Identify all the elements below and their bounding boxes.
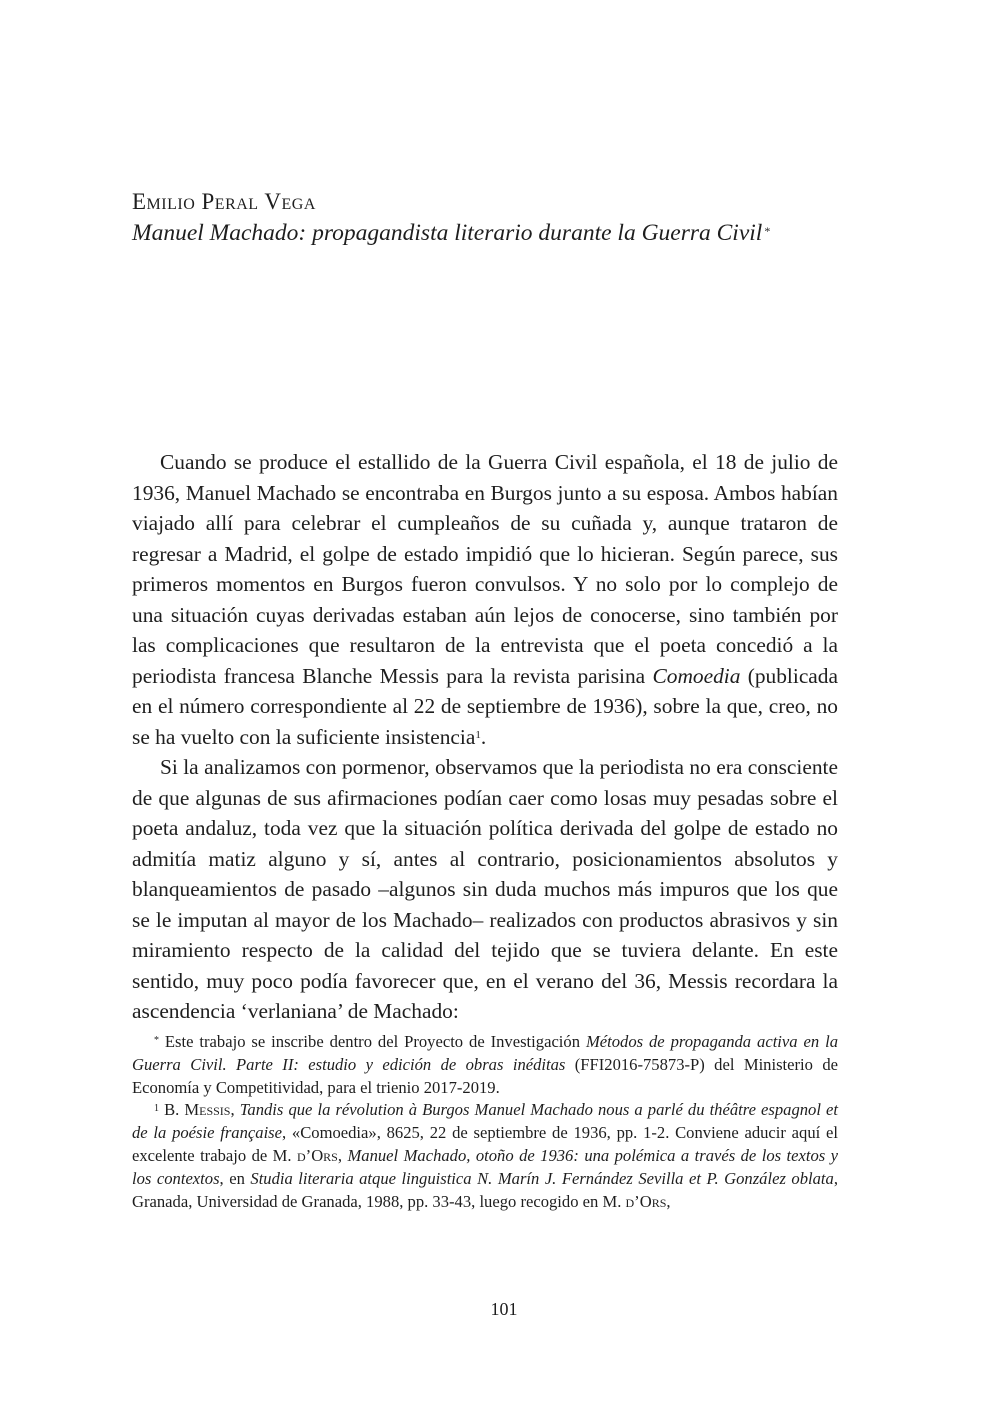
title-footnote-marker: * xyxy=(764,224,771,238)
footnote-1-italic-1: Tandis que la révolution à Burgos Manuel Machado nous a parlé du théâtre espagnol et de la poésie française xyxy=(132,1100,839,1143)
footnote-1-author-3: M. d’Ors xyxy=(602,1191,667,1211)
article-title xyxy=(132,217,872,249)
footnote-1-text-f: , xyxy=(666,1191,671,1211)
body-text xyxy=(132,447,838,1027)
paragraph-1-text-a: Cuando se produce el estallido de la Guerra Civil española, el 18 de julio de 1936, Manuel Machado se encontraba en Burgos junto a su esposa. Ambos habían viajado allí para celebrar el cumpleaños de su cuñada y, aunque trataron de regresar a Madrid, el golpe de estado impidió que lo hicieran. Según parece, sus primeros momentos en Burgos fueron convulsos. Y no solo por lo complejo de una situación cuyas derivadas estaban aún lejos de conocerse, sino también por las complicaciones que resultaron de la entrevista que el poeta concedió a la periodista francesa Blanche Messis para la revista parisina xyxy=(132,450,838,688)
footnote-1-italic-2: Manuel Machado, otoño de 1936: una polémica a través de los textos y los contextos xyxy=(132,1145,839,1188)
title-text: Manuel Machado: propagandista literario durante la Guerra Civil xyxy=(132,220,763,246)
article-header xyxy=(132,186,872,249)
paragraph-1 xyxy=(132,447,838,752)
footnote-1-text-b: , «Comoedia», 8625, 22 de septiembre de 1936, pp. 1-2. Conviene aducir aquí el excelente trabajo de xyxy=(132,1123,838,1165)
footnote-star xyxy=(132,1031,838,1099)
footnote-1-marker: 1 xyxy=(154,1103,159,1115)
paragraph-1-text-b: (publicada en el número correspondiente al 22 de septiembre de 1936), sobre la que, creo, no se ha vuelto con la suficiente insistencia xyxy=(132,663,838,749)
paragraph-1-end: . xyxy=(480,724,487,749)
footnote-1-text-c: , xyxy=(337,1145,348,1165)
footnote-star-marker: * xyxy=(154,1035,159,1046)
author-name: Emilio Peral Vega xyxy=(132,189,316,214)
footnote-star-text-b: (FFI2016-75873-P) del Ministerio de Economía y Competitividad, para el trienio 2017-2019. xyxy=(132,1054,839,1097)
footnote-1 xyxy=(132,1099,838,1213)
footnotes xyxy=(132,1031,838,1213)
footnote-1-author-1: B. Messis xyxy=(159,1100,231,1120)
footnote-1-author-2: M. d’Ors xyxy=(272,1145,338,1165)
footnote-star-italic: Métodos de propaganda activa en la Guerra Civil. Parte II: estudio y edición de obras inéditas xyxy=(132,1032,838,1074)
footnote-1-text-e: , Granada, Universidad de Granada, 1988, pp. 33-43, luego recogido en xyxy=(132,1168,838,1211)
footnote-ref-1: 1 xyxy=(475,728,481,741)
footnote-1-text-d: , en xyxy=(219,1168,251,1188)
paragraph-1-italic: Comoedia xyxy=(652,663,741,688)
page-number: 101 xyxy=(490,1299,518,1319)
paragraph-2: Si la analizamos con pormenor, observamos que la periodista no era consciente de que algunas de sus afirmaciones podían caer como losas muy pesadas sobre el poeta andaluz, toda vez que la situación política derivada del golpe de estado no admitía matiz alguno y sí, antes al contrario, posicionamientos absolutos y blanqueamientos de pasado –algunos sin duda muchos más impuros que los que se le imputan al mayor de los Machado– realizados con productos abrasivos y sin miramiento respecto de la calidad del tejido que se tuviera delante. En este sentido, muy poco podía favorecer que, en el verano del 36, Messis recordara la ascendencia ‘verlaniana’ de Machado: xyxy=(132,755,838,1023)
footnote-star-text-a: Este trabajo se inscribe dentro del Proyecto de Investigación xyxy=(159,1032,586,1051)
footnote-1-italic-3: Studia literaria atque linguistica N. Marín J. Fernández Sevilla et P. González oblata xyxy=(250,1168,834,1188)
footnote-1-text-a: , xyxy=(230,1100,240,1120)
